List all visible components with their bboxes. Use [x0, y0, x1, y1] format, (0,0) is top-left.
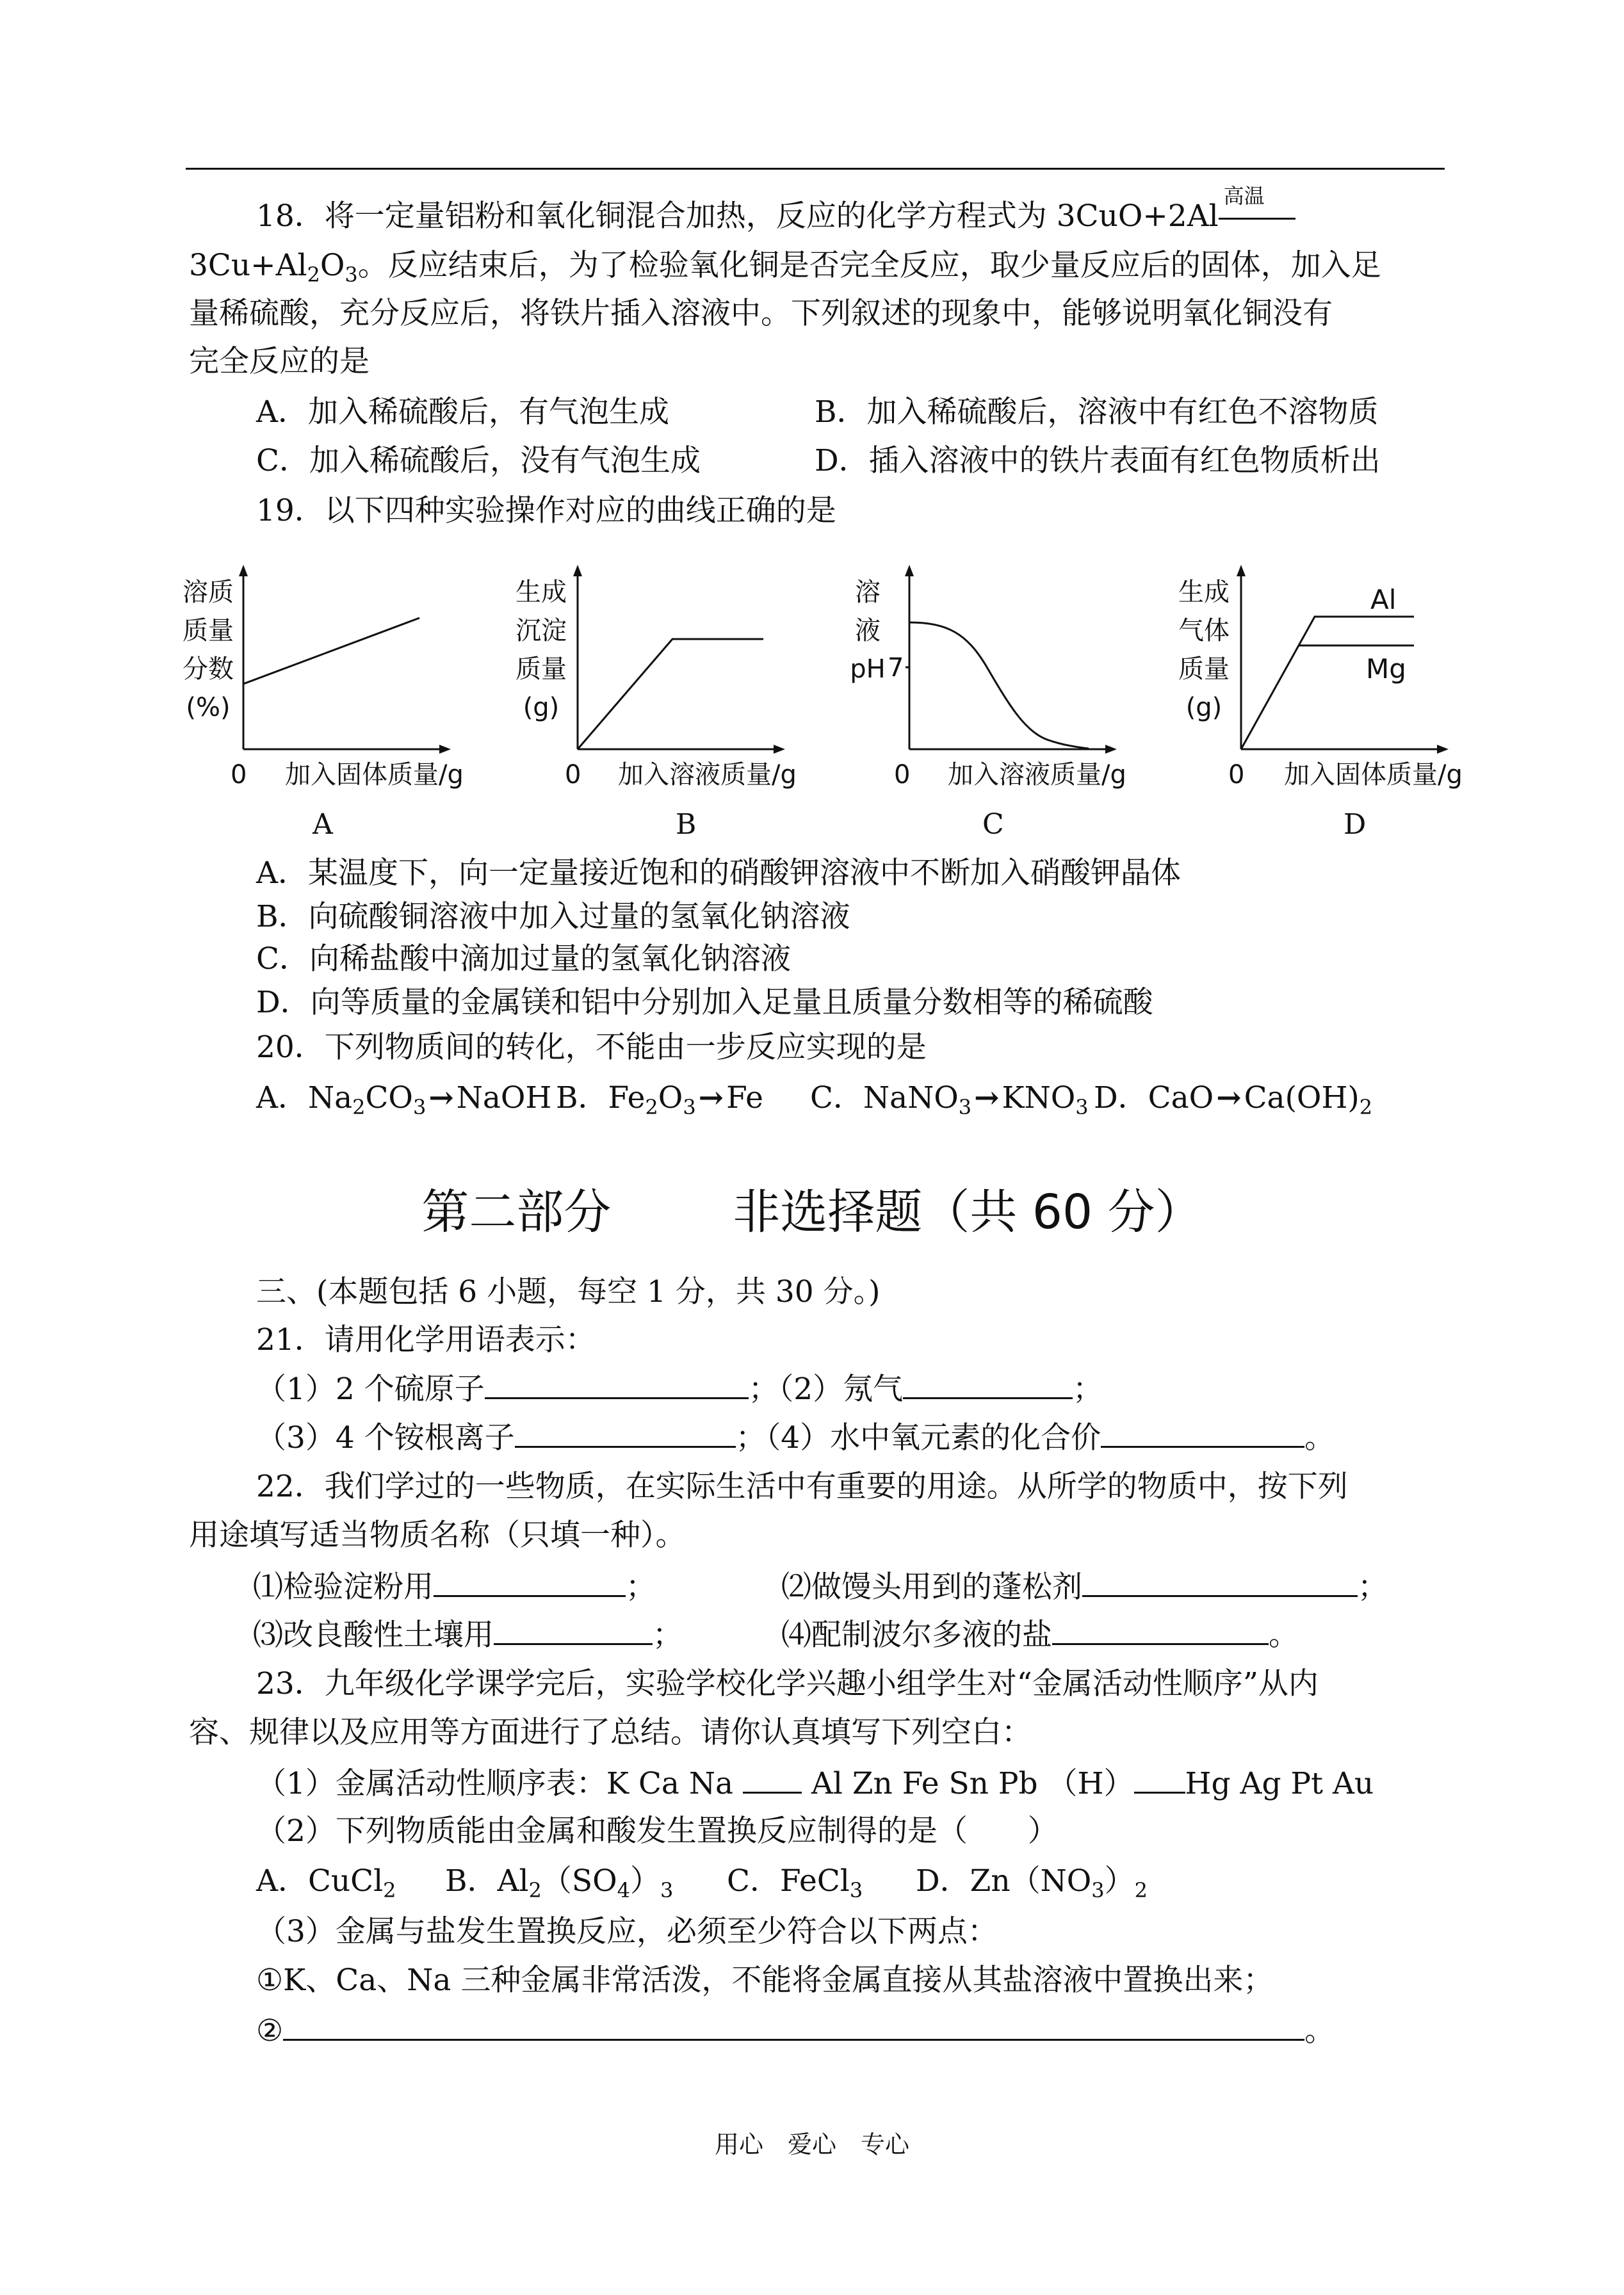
q19-option-d: D．向等质量的金属镁和铝中分别加入足量且质量分数相等的稀硫酸: [256, 985, 1153, 1020]
graph-b: [571, 564, 789, 762]
page-footer: 用心 爱心 专心: [714, 2130, 909, 2159]
q23-item-2: （2）下列物质能由金属和酸发生置换反应制得的是（ ）: [256, 1813, 1058, 1849]
graph-a-ylabel: 溶质 质量 分数 (%): [183, 578, 234, 722]
graph-b-x-arrow: [774, 745, 785, 754]
graph-a-letter: A: [313, 808, 333, 841]
q22-item-3: ⑶改良酸性土壤用 ；: [253, 1615, 683, 1655]
q23-item-1: （1）金属活动性顺序表：K Ca Na Al Zn Fe Sn Pb （H） Hg Ag Pt Au: [256, 1764, 1374, 1803]
graph-c-curve: [909, 622, 1089, 749]
graph-b-ylabel: 生成 沉淀 质量 (g): [516, 578, 567, 722]
q23-stem2: 容、规律以及应用等方面进行了总结。请你认真填写下列空白：: [189, 1715, 1032, 1750]
graph-c-tick-7: 7: [888, 653, 904, 683]
q21-row2: （3）4 个铵根离子 ；（4）水中氧元素的化合价 。: [256, 1418, 1335, 1457]
graph-b-curve: [578, 639, 763, 749]
q22-blank-4[interactable]: [1052, 1615, 1269, 1645]
graph-d-series-al: Al: [1370, 584, 1397, 615]
q21-blank-1[interactable]: [485, 1369, 749, 1399]
graph-d-series-mg: Mg: [1366, 653, 1406, 685]
graph-d: [1235, 564, 1452, 762]
q23-blank-3[interactable]: [283, 2011, 1304, 2041]
graph-d-x-arrow: [1437, 745, 1449, 754]
graph-a-origin: 0: [231, 760, 247, 790]
q21-row1: （1）2 个硫原子 ；（2）氖气 ；: [256, 1369, 1103, 1409]
graph-b-origin: 0: [565, 760, 581, 790]
q18-line4: 完全反应的是: [189, 344, 369, 379]
graph-c-xlabel: 加入溶液质量/g: [948, 760, 1126, 790]
graph-d-origin: 0: [1228, 760, 1245, 790]
q23-stem: 23．九年级化学课学完后，实验学校化学兴趣小组学生对“金属活动性顺序”从内: [256, 1666, 1319, 1701]
q19-option-b: B．向硫酸铜溶液中加入过量的氢氧化钠溶液: [256, 899, 850, 934]
arrow-icon: →: [1216, 1080, 1242, 1115]
q23-option-d: D．$Zn(NO_3)_2$: [916, 1863, 1148, 1902]
q20-option-a: A．$Na_2CO_3\to NaOH$: [256, 1080, 552, 1119]
q18-option-c: C．加入稀硫酸后，没有气泡生成: [256, 443, 701, 478]
q18-line3: 量稀硫酸，充分反应后，将铁片插入溶液中。下列叙述的现象中，能够说明氧化铜没有: [189, 296, 1333, 331]
graph-d-ylabel: 生成 气体 质量 (g): [1178, 578, 1230, 722]
q19-option-c: C．向稀盐酸中滴加过量的氢氧化钠溶液: [256, 941, 791, 977]
section-heading: 第二部分 非选择题（共 60 分）: [421, 1185, 1203, 1240]
q23-option-a: A．CuCl$_2$: [256, 1863, 396, 1902]
q18-line2: $3Cu+Al_2O_3$。反应结束后，为了检验氧化铜是否完全反应，取少量反应后的固体，加入足: [189, 248, 1381, 287]
graph-a-curve: [243, 618, 419, 684]
part3-heading: 三、(本题包括 6 小题，每空 1 分，共 30 分。): [256, 1274, 881, 1310]
q18-option-b: B．加入稀硫酸后，溶液中有红色不溶物质: [815, 394, 1379, 430]
graph-b-letter: B: [676, 808, 697, 841]
graph-c-ylabel: 溶 液 pH: [850, 578, 886, 684]
reaction-condition: 高温: [1219, 197, 1295, 236]
q22-stem2: 用途填写适当物质名称（只填一种）。: [189, 1518, 686, 1553]
graph-a-y-arrow: [239, 565, 248, 576]
q23-option-b: B．$Al_2(SO_4)_3$: [445, 1863, 674, 1902]
q20-option-b: B．$Fe_2O_3\to Fe$: [556, 1080, 763, 1119]
arrow-icon: →: [698, 1080, 724, 1115]
graph-a-xlabel: 加入固体质量/g: [285, 760, 464, 790]
graph-d-xlabel: 加入固体质量/g: [1284, 760, 1463, 790]
graph-a-x-arrow: [439, 745, 451, 754]
graph-c: [903, 564, 1121, 762]
q23-point-1: ①K、Ca、Na 三种金属非常活泼，不能将金属直接从其盐溶液中置换出来；: [256, 1963, 1274, 1998]
graph-c-x-arrow: [1105, 745, 1117, 754]
q21-blank-2[interactable]: [903, 1369, 1073, 1399]
q19-stem: 19．以下四种实验操作对应的曲线正确的是: [256, 493, 836, 528]
q23-item-3: （3）金属与盐发生置换反应，必须至少符合以下两点：: [256, 1914, 998, 1949]
q18-option-d: D．插入溶液中的铁片表面有红色物质析出: [815, 443, 1381, 478]
q19-option-a: A．某温度下，向一定量接近饱和的硝酸钾溶液中不断加入硝酸钾晶体: [256, 856, 1181, 891]
q21-blank-4[interactable]: [1101, 1418, 1304, 1448]
q22-item-2: ⑵做馒头用到的蓬松剂 ；: [781, 1567, 1388, 1607]
q22-blank-3[interactable]: [494, 1615, 653, 1645]
graph-d-letter: D: [1344, 808, 1367, 841]
arrow-icon: →: [974, 1080, 1000, 1115]
q23-point-2: ② 。: [256, 2011, 1335, 2050]
graph-c-letter: C: [982, 808, 1004, 841]
q22-blank-2[interactable]: [1082, 1567, 1358, 1597]
q21-blank-3[interactable]: [515, 1418, 736, 1448]
q22-item-1: ⑴检验淀粉用 ；: [253, 1567, 656, 1607]
graph-b-y-arrow: [573, 565, 582, 576]
q22-stem: 22．我们学过的一些物质，在实际生活中有重要的用途。从所学的物质中，按下列: [256, 1469, 1348, 1504]
q23-blank-2[interactable]: [1134, 1764, 1185, 1794]
q23-option-c: C．FeCl$_3$: [727, 1863, 863, 1902]
graph-d-y-arrow: [1237, 565, 1246, 576]
q22-blank-1[interactable]: [434, 1567, 626, 1597]
header-rule: [186, 168, 1445, 170]
arrow-icon: →: [428, 1080, 454, 1115]
graph-c-origin: 0: [894, 760, 911, 790]
q21-stem: 21．请用化学用语表示：: [256, 1322, 596, 1358]
q20-option-c: C．$NaNO_3\to KNO_3$: [810, 1080, 1089, 1119]
q20-stem: 20．下列物质间的转化，不能由一步反应实现的是: [256, 1030, 927, 1065]
graph-c-y-arrow: [905, 565, 914, 576]
q18-option-a: A．加入稀硫酸后，有气泡生成: [256, 394, 669, 430]
q23-blank-1[interactable]: [743, 1764, 802, 1794]
graph-b-xlabel: 加入溶液质量/g: [618, 760, 797, 790]
q18-line1: 18．将一定量铝粉和氧化铜混合加热，反应的化学方程式为 3CuO+2Al 高温: [256, 197, 1295, 236]
q20-option-d: D．$CaO\to Ca(OH)_2$: [1094, 1080, 1373, 1119]
q22-item-4: ⑷配制波尔多液的盐 。: [781, 1615, 1299, 1655]
graph-a: [237, 564, 455, 762]
